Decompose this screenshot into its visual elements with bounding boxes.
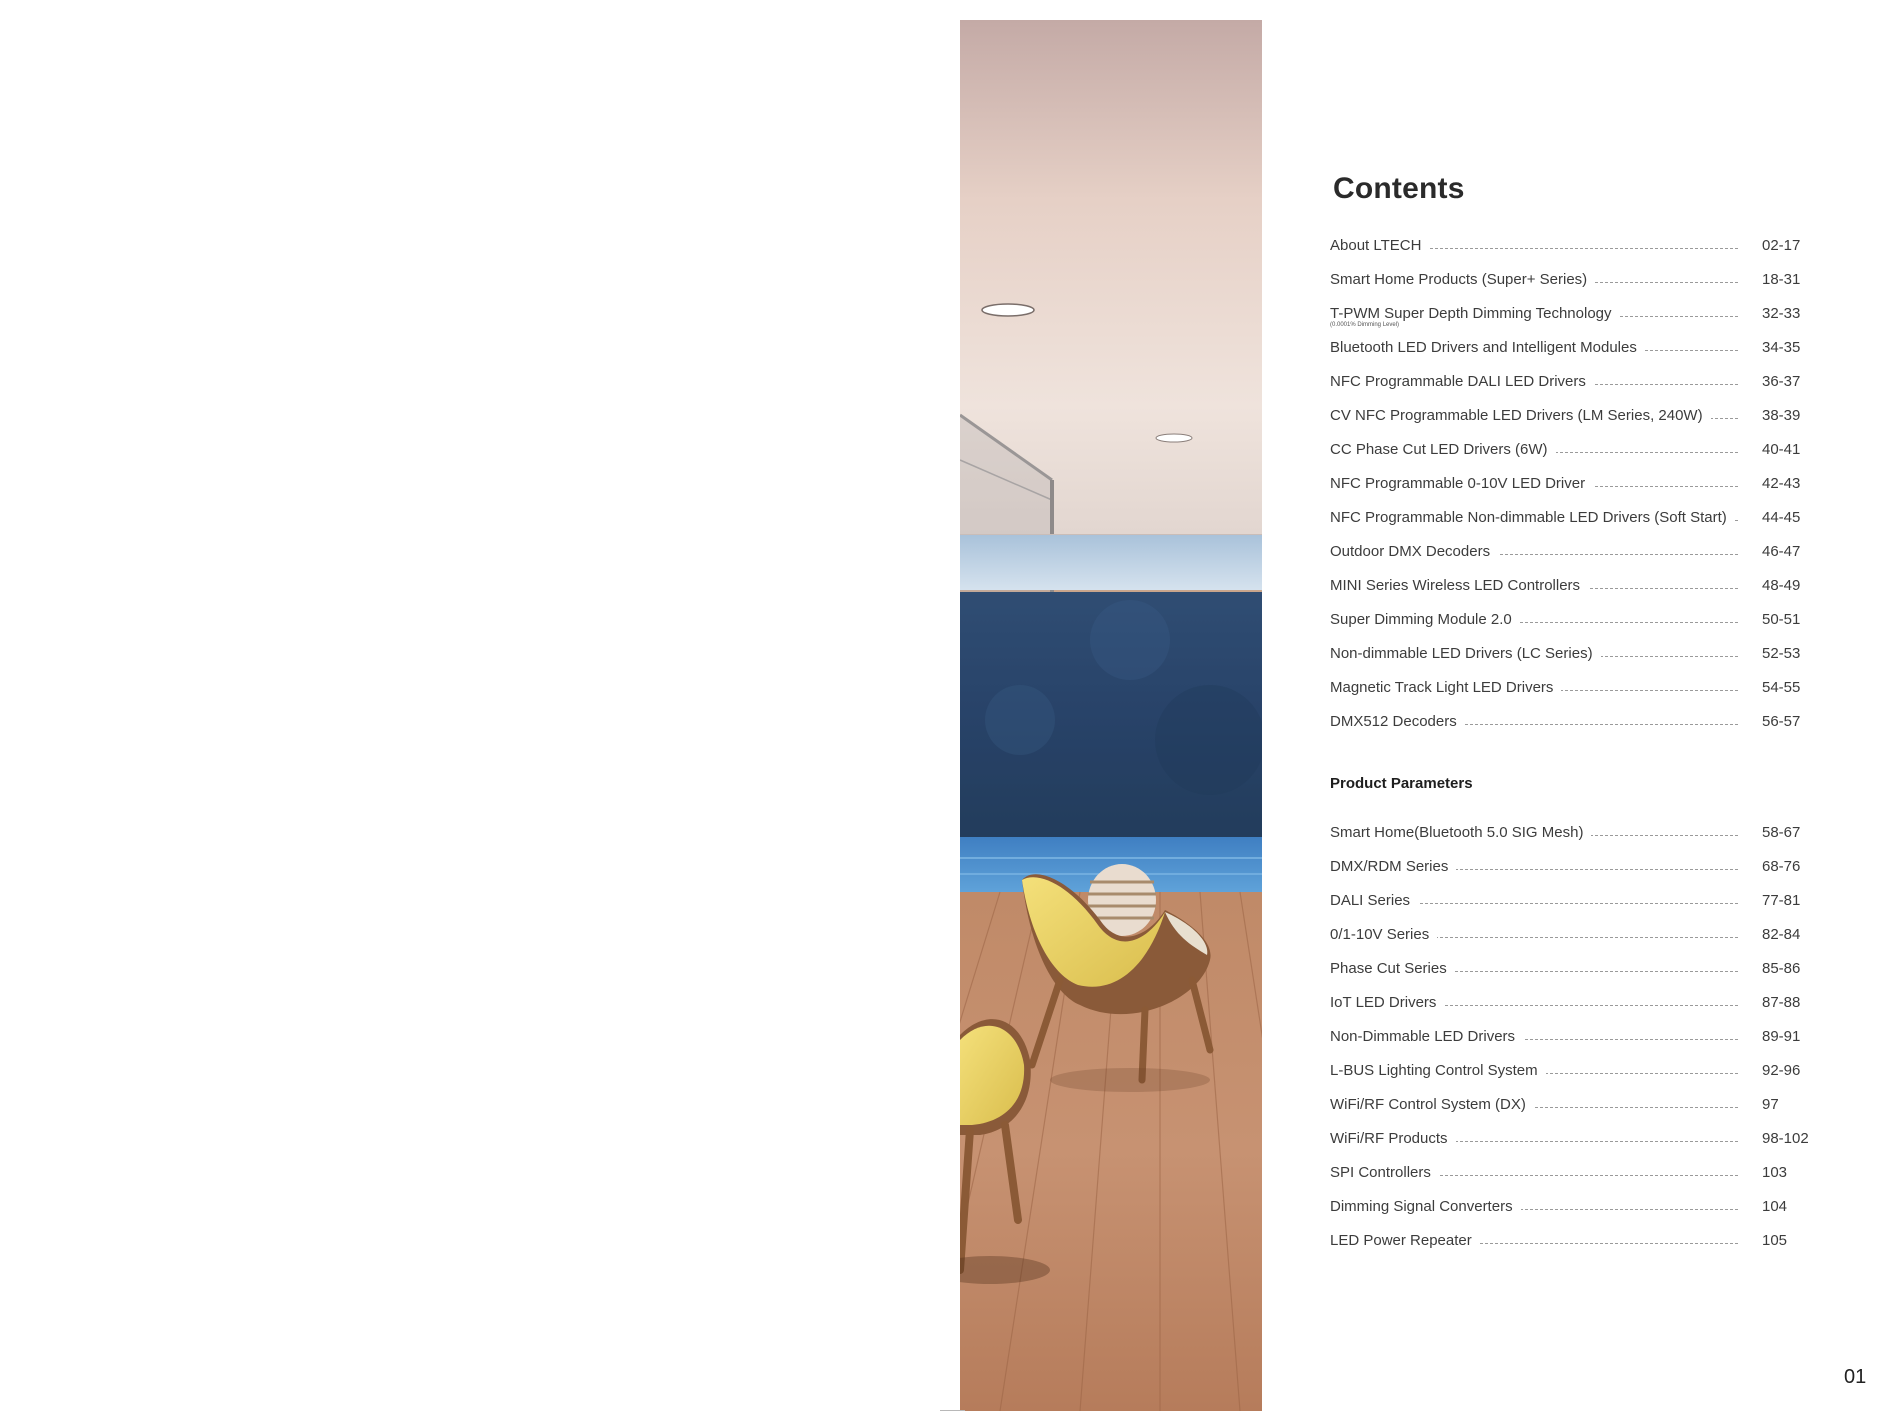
toc-row[interactable] (1330, 474, 1810, 508)
toc-entry-title: Phase Cut Series (1330, 959, 1455, 979)
toc-row[interactable] (1330, 891, 1810, 925)
toc-entry-pages: 56-57 (1762, 713, 1801, 730)
toc-row[interactable] (1330, 959, 1810, 993)
toc-entry-title: L-BUS Lighting Control System (1330, 1061, 1546, 1081)
toc-entry-pages: 82-84 (1762, 926, 1801, 943)
interior-photo-drawing (960, 20, 1262, 1411)
photo-baseline-rule (940, 1410, 965, 1411)
toc-row[interactable] (1330, 440, 1810, 474)
toc-entry-title: Dimming Signal Converters (1330, 1197, 1521, 1217)
toc-row[interactable] (1330, 576, 1810, 610)
interior-photo (960, 20, 1262, 1411)
toc-entry-pages: 87-88 (1762, 994, 1801, 1011)
toc-entry-pages: 32-33 (1762, 305, 1801, 322)
toc-entry-pages: 85-86 (1762, 960, 1801, 977)
toc-entry-title: 0/1-10V Series (1330, 925, 1437, 945)
toc-entry-pages: 104 (1762, 1198, 1788, 1215)
toc-entry-title: DMX512 Decoders (1330, 712, 1465, 732)
toc-row[interactable] (1330, 1163, 1810, 1197)
toc-entry-pages: 38-39 (1762, 407, 1801, 424)
toc-entry-pages: 44-45 (1762, 509, 1801, 526)
toc-entry-pages: 105 (1762, 1232, 1788, 1249)
toc-entry-title: T-PWM Super Depth Dimming Technology (1330, 304, 1620, 324)
toc-entry-title: About LTECH (1330, 236, 1429, 256)
toc-entry-pages: 92-96 (1762, 1062, 1801, 1079)
toc-entry-title: Magnetic Track Light LED Drivers (1330, 678, 1561, 698)
toc-entry-title: WiFi/RF Products (1330, 1129, 1456, 1149)
toc-entry-title: NFC Programmable Non-dimmable LED Drivers (Soft Start) (1330, 508, 1735, 528)
toc-entry-pages: 36-37 (1762, 373, 1801, 390)
toc-entry-pages: 18-31 (1762, 271, 1801, 288)
toc-entry-title: Bluetooth LED Drivers and Intelligent Modules (1330, 338, 1645, 358)
toc-entry-pages: 42-43 (1762, 475, 1801, 492)
toc-entry-note: (0.0001% Dimming Level) (1330, 322, 1400, 328)
toc-row[interactable] (1330, 1061, 1810, 1095)
toc-entry-pages: 54-55 (1762, 679, 1801, 696)
toc-entry-pages: 50-51 (1762, 611, 1801, 628)
toc-row[interactable] (1330, 712, 1810, 746)
toc-entry-title: Smart Home(Bluetooth 5.0 SIG Mesh) (1330, 823, 1591, 843)
toc-row[interactable] (1330, 1231, 1810, 1265)
toc-entry-pages: 40-41 (1762, 441, 1801, 458)
toc-entry-pages: 52-53 (1762, 645, 1801, 662)
toc-row[interactable] (1330, 678, 1810, 712)
product-parameters-heading: Product Parameters (1330, 775, 1473, 792)
toc-entry-title: IoT LED Drivers (1330, 993, 1444, 1013)
toc-entry-pages: 68-76 (1762, 858, 1801, 875)
toc-row[interactable] (1330, 270, 1810, 304)
toc-row[interactable] (1330, 823, 1810, 857)
toc-entry-title: DMX/RDM Series (1330, 857, 1456, 877)
toc-row[interactable] (1330, 508, 1810, 542)
toc-entry-title: NFC Programmable DALI LED Drivers (1330, 372, 1594, 392)
toc-row[interactable] (1330, 372, 1810, 406)
toc-entry-title: Outdoor DMX Decoders (1330, 542, 1498, 562)
toc-entry-pages: 103 (1762, 1164, 1788, 1181)
toc-entry-pages: 97 (1762, 1096, 1779, 1113)
toc-row[interactable] (1330, 1095, 1810, 1129)
toc-row[interactable] (1330, 406, 1810, 440)
toc-row[interactable] (1330, 338, 1810, 372)
toc-entry-pages: 48-49 (1762, 577, 1801, 594)
toc-entry-title: NFC Programmable 0-10V LED Driver (1330, 474, 1593, 494)
toc-entry-title: LED Power Repeater (1330, 1231, 1480, 1251)
toc-entry-pages: 34-35 (1762, 339, 1801, 356)
toc-entry-title: Non-dimmable LED Drivers (LC Series) (1330, 644, 1601, 664)
toc-row[interactable] (1330, 610, 1810, 644)
contents-list (1330, 236, 1810, 746)
toc-entry-title: Super Dimming Module 2.0 (1330, 610, 1520, 630)
toc-row[interactable] (1330, 857, 1810, 891)
toc-entry-title: Smart Home Products (Super+ Series) (1330, 270, 1595, 290)
toc-entry-pages: 46-47 (1762, 543, 1801, 560)
toc-row[interactable] (1330, 542, 1810, 576)
toc-row[interactable] (1330, 1197, 1810, 1231)
toc-entry-title: DALI Series (1330, 891, 1418, 911)
toc-row[interactable] (1330, 1027, 1810, 1061)
toc-row[interactable] (1330, 925, 1810, 959)
toc-entry-title: CV NFC Programmable LED Drivers (LM Series, 240W) (1330, 406, 1711, 426)
toc-entry-pages: 89-91 (1762, 1028, 1801, 1045)
toc-entry-pages: 77-81 (1762, 892, 1801, 909)
toc-entry-title: MINI Series Wireless LED Controllers (1330, 576, 1588, 596)
toc-entry-pages: 98-102 (1762, 1130, 1809, 1147)
toc-entry-title: Non-Dimmable LED Drivers (1330, 1027, 1523, 1047)
toc-row[interactable] (1330, 236, 1810, 270)
toc-entry-title: SPI Controllers (1330, 1163, 1439, 1183)
toc-row[interactable] (1330, 1129, 1810, 1163)
toc-row[interactable] (1330, 304, 1810, 338)
toc-row[interactable] (1330, 644, 1810, 678)
toc-entry-pages: 02-17 (1762, 237, 1801, 254)
contents-title: Contents (1333, 172, 1465, 205)
toc-entry-title: WiFi/RF Control System (DX) (1330, 1095, 1534, 1115)
toc-row[interactable] (1330, 993, 1810, 1027)
toc-entry-title: CC Phase Cut LED Drivers (6W) (1330, 440, 1556, 460)
page-number: 01 (1844, 1366, 1867, 1388)
toc-entry-pages: 58-67 (1762, 824, 1801, 841)
parameters-list (1330, 823, 1810, 1265)
